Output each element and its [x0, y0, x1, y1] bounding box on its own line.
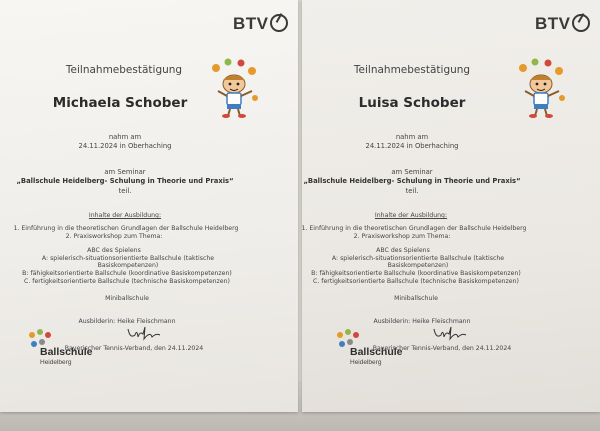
seminar-title: „Ballschule Heidelberg- Schulung in Theorie und Praxis“: [303, 177, 521, 185]
participant-name: Michaela Schober: [52, 95, 188, 111]
btv-ring-icon: [270, 14, 288, 32]
abc-heading: ABC des Spielens: [376, 247, 430, 254]
content-item-1: 1. Einführung in die theoretischen Grundlagen der Ballschule Heidelberg: [13, 225, 239, 232]
contents-heading: Inhalte der Ausbildung:: [374, 212, 448, 219]
item-a-cont: Basiskompetenzen): [387, 262, 449, 269]
ballschule-logo-name: Ballschule: [350, 346, 403, 358]
teil-text: teil.: [118, 187, 132, 195]
item-a: A: spielerisch-situationsorientierte Ballschule (taktische: [331, 255, 505, 262]
mascot-icon: [515, 58, 567, 118]
abc-heading: ABC des Spielens: [87, 247, 141, 254]
ballschule-logo-city: Heidelberg: [350, 359, 382, 366]
btv-logo: BTV: [233, 14, 288, 34]
mini-ballschule: Miniballschule: [105, 295, 149, 302]
content-item-2: 2. Praxisworkshop zum Thema:: [353, 233, 451, 240]
teil-text: teil.: [405, 187, 419, 195]
mini-ballschule: Miniballschule: [394, 295, 438, 302]
at-seminar-text: am Seminar: [391, 168, 433, 176]
item-a-cont: Basiskompetenzen): [97, 262, 159, 269]
ballschule-logo-city: Heidelberg: [40, 359, 72, 366]
trainer-line: Ausbilderin: Heike Fleischmann: [78, 318, 176, 325]
certificate-right: [302, 0, 600, 412]
date-place: 24.11.2024 in Oberhaching: [365, 142, 459, 150]
certificate-title: Teilnahmebestätigung: [353, 64, 471, 76]
issuer-line: Bayerischer Tennis-Verband, den 24.11.2024: [64, 345, 204, 352]
signature-icon: [126, 325, 162, 346]
btv-logo: BTV: [535, 14, 590, 34]
at-seminar-text: am Seminar: [104, 168, 146, 176]
contents-heading: Inhalte der Ausbildung:: [88, 212, 162, 219]
seminar-title: „Ballschule Heidelberg- Schulung in Theorie und Praxis“: [16, 177, 234, 185]
item-b: B: fähigkeitsorientierte Ballschule (koordinative Basiskompetenzen): [22, 270, 232, 277]
ballschule-logo-name: Ballschule: [40, 346, 93, 358]
content-item-2: 2. Praxisworkshop zum Thema:: [65, 233, 163, 240]
item-b: B: fähigkeitsorientierte Ballschule (koordinative Basiskompetenzen): [311, 270, 521, 277]
item-c: C. fertigkeitsorientierte Ballschule (technische Basiskompetenzen): [24, 278, 230, 285]
certificate-title: Teilnahmebestätigung: [65, 64, 183, 76]
signature-icon: [432, 325, 468, 346]
took-part-text: nahm am: [395, 133, 429, 141]
issuer-line: Bayerischer Tennis-Verband, den 24.11.2024: [372, 345, 512, 352]
took-part-text: nahm am: [108, 133, 142, 141]
item-c: C. fertigkeitsorientierte Ballschule (technische Basiskompetenzen): [313, 278, 519, 285]
btv-ring-icon: [572, 14, 590, 32]
item-a: A: spielerisch-situationsorientierte Ballschule (taktische: [41, 255, 215, 262]
content-item-1: 1. Einführung in die theoretischen Grundlagen der Ballschule Heidelberg: [301, 225, 527, 232]
mascot-icon: [208, 58, 260, 118]
certificate-left: [0, 0, 298, 412]
trainer-line: Ausbilderin: Heike Fleischmann: [373, 318, 471, 325]
participant-name: Luisa Schober: [358, 95, 466, 111]
date-place: 24.11.2024 in Oberhaching: [78, 142, 172, 150]
